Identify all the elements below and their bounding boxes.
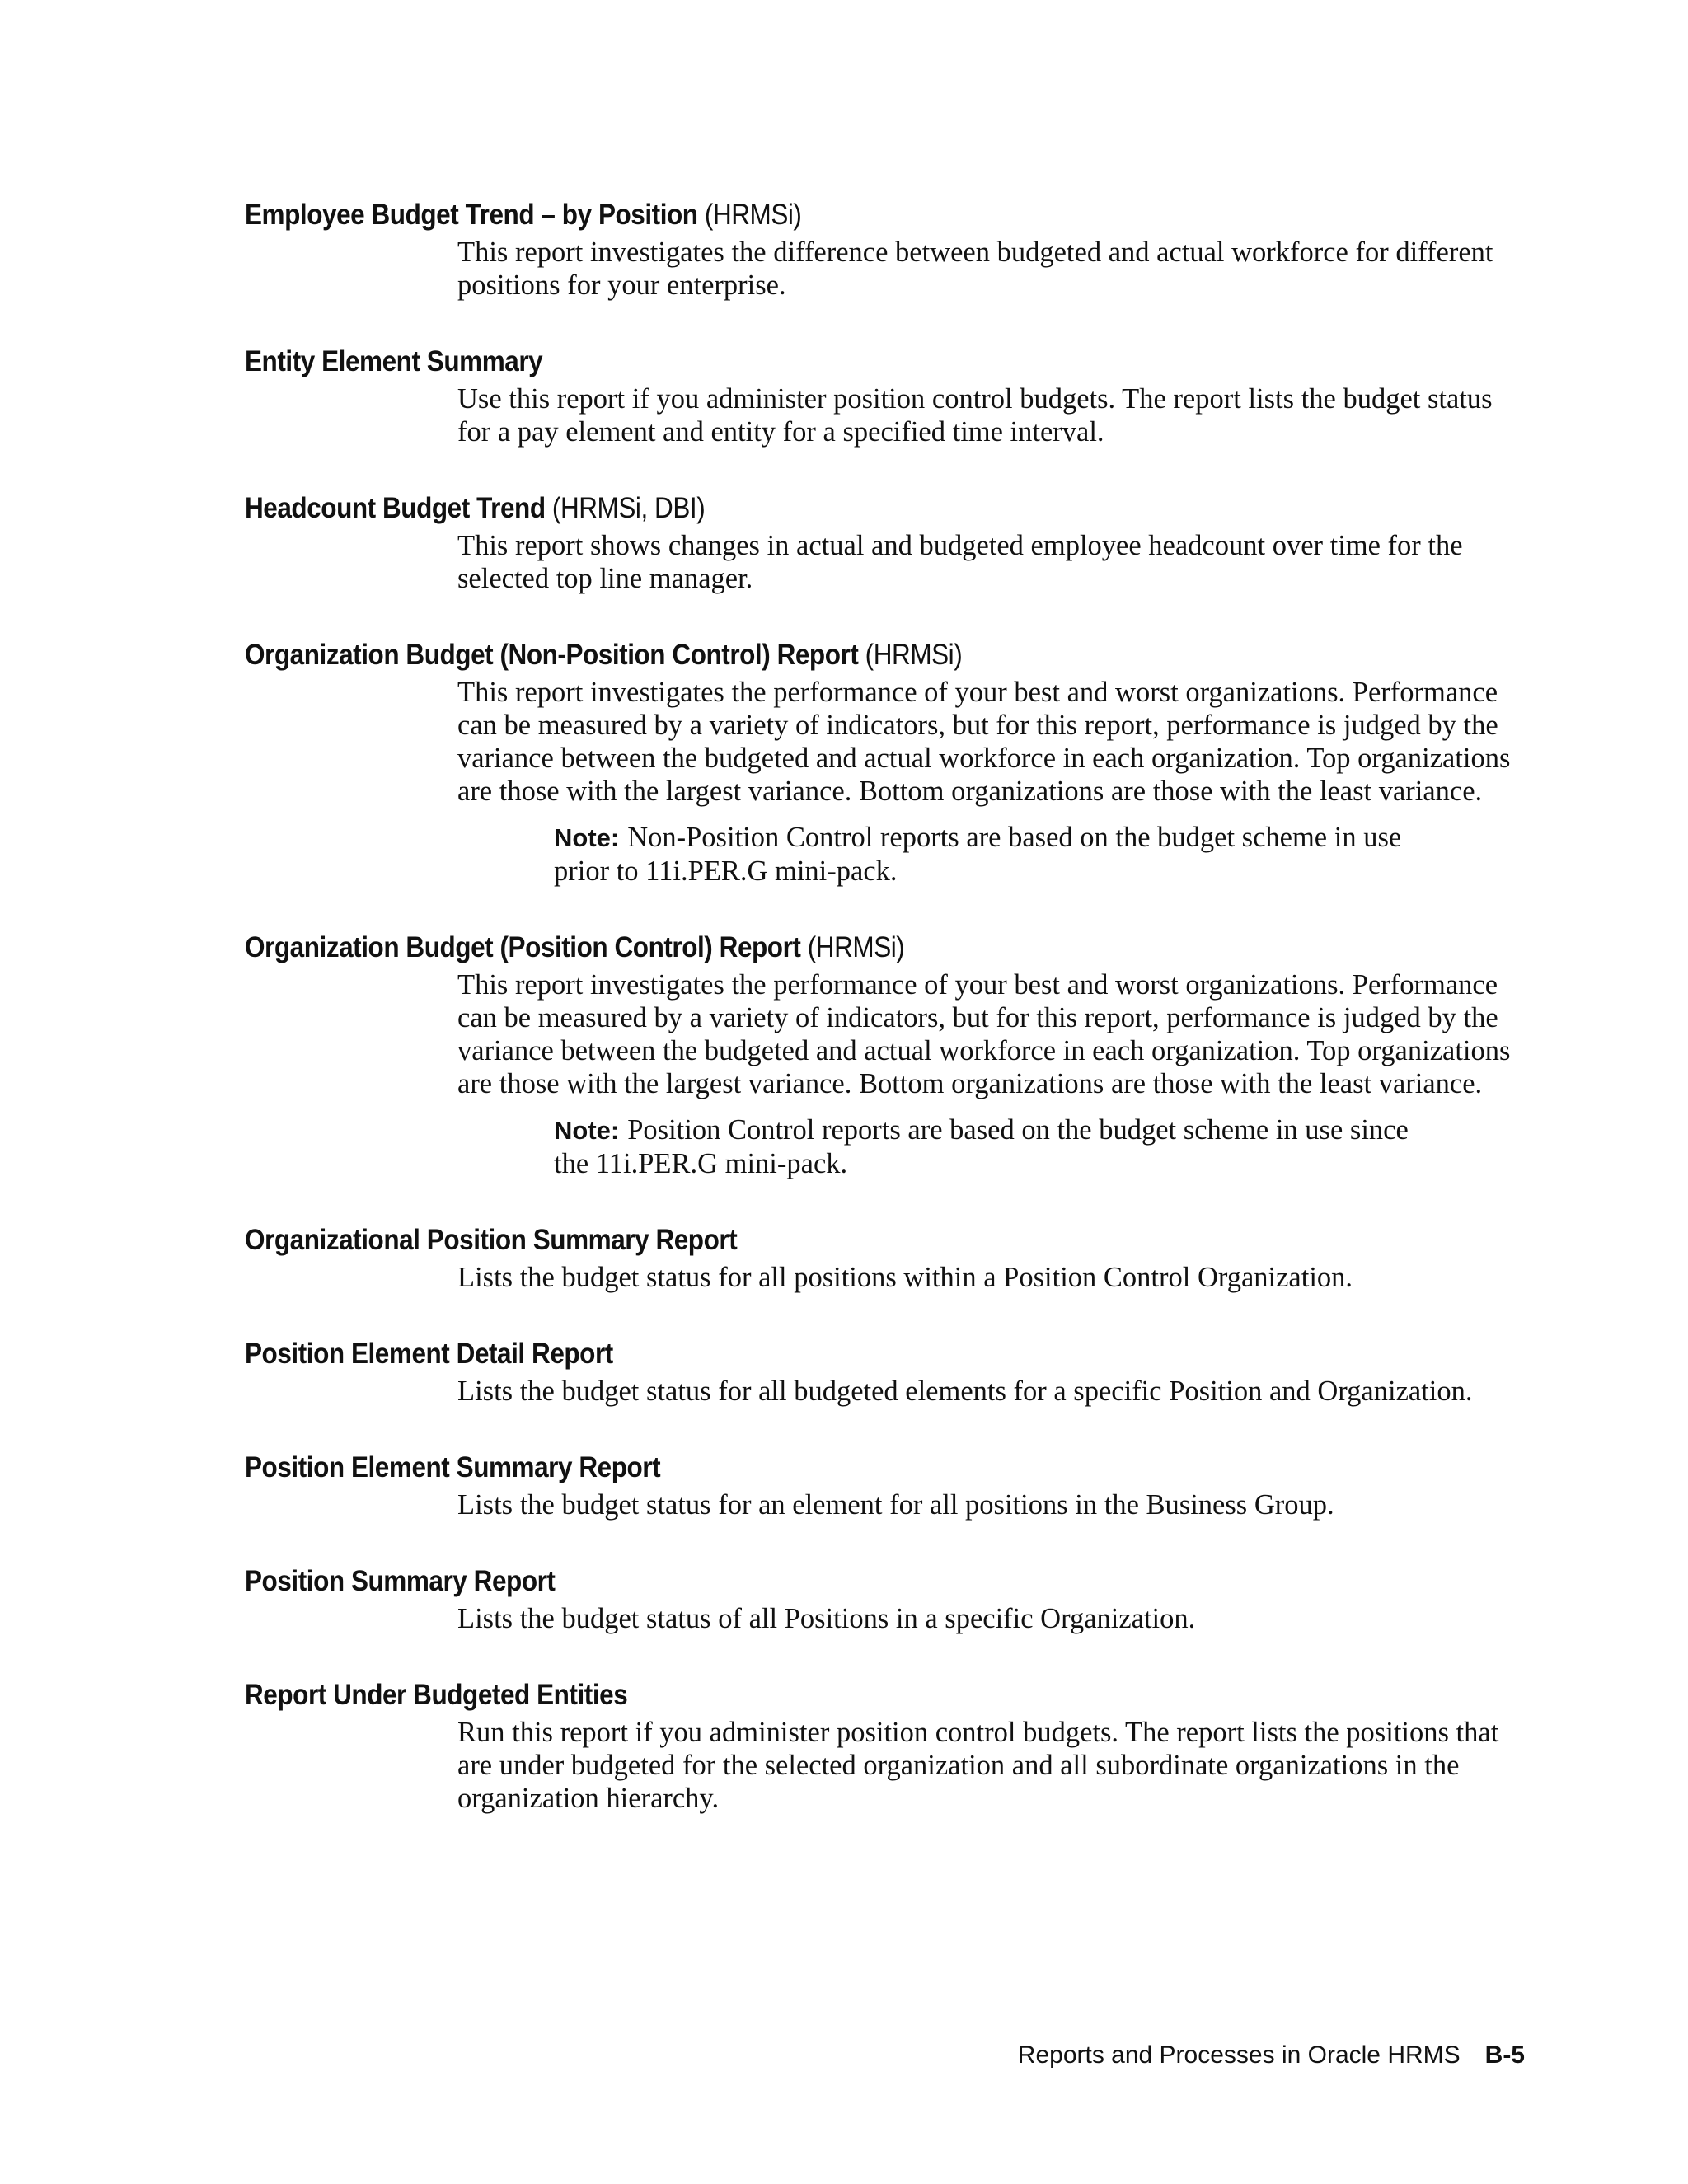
report-entry [245, 1675, 1531, 1815]
report-heading [245, 194, 1402, 236]
report-note [554, 821, 1428, 888]
report-entry [245, 635, 1531, 888]
report-title: Organizational Position Summary Report [245, 1224, 738, 1256]
report-title: Position Summary Report [245, 1565, 556, 1597]
report-title: Organization Budget (Non-Position Control) Report [245, 639, 859, 671]
report-heading [245, 927, 1402, 968]
report-heading [245, 635, 1402, 676]
note-label: Note: [554, 823, 620, 852]
report-description: Use this report if you administer position control budgets. The report lists the budget status for a pay element and entity for a specified time interval. [457, 383, 1493, 448]
report-title: Report Under Budgeted Entities [245, 1679, 628, 1711]
report-heading [245, 1220, 1402, 1261]
page-number: B-5 [1484, 2041, 1525, 2069]
report-description: This report investigates the performance of your best and worst organizations. Performance can be measured by a variety of indicators, but for this report, performance is judged by the variance between the budgeted and actual workforce in each organization. Top organizations are those with the largest variance. Bottom organizations are those with the least variance. [457, 969, 1511, 1099]
report-title: Entity Element Summary [245, 345, 543, 377]
report-description: This report investigates the performance of your best and worst organizations. Performance can be measured by a variety of indicators, but for this report, performance is judged by the variance between the budgeted and actual workforce in each organization. Top organizations are those with the largest variance. Bottom organizations are those with the least variance. [457, 677, 1511, 807]
report-list [245, 194, 1531, 1854]
report-description: Lists the budget status of all Positions in a specific Organization. [457, 1603, 1196, 1634]
report-description: This report shows changes in actual and budgeted employee headcount over time for the selected top line manager. [457, 530, 1463, 594]
report-title: Headcount Budget Trend [245, 492, 546, 524]
report-entry [245, 1561, 1531, 1635]
report-tag: (HRMSi) [807, 931, 905, 963]
report-entry [245, 927, 1531, 1180]
report-heading [245, 1333, 1402, 1375]
report-heading [245, 1561, 1402, 1602]
report-entry [245, 1447, 1531, 1521]
report-tag: (HRMSi) [704, 199, 802, 231]
note-label: Note: [554, 1116, 620, 1145]
report-title: Organization Budget (Position Control) Report [245, 931, 801, 963]
report-description: This report investigates the difference between budgeted and actual workforce for different positions for your enterprise. [457, 237, 1493, 301]
footer-title: Reports and Processes in Oracle HRMS [1017, 2041, 1461, 2069]
report-title: Employee Budget Trend – by Position [245, 199, 698, 231]
report-description: Lists the budget status for all budgeted elements for a specific Position and Organization. [457, 1376, 1473, 1407]
note-text: Non-Position Control reports are based on the budget scheme in use prior to 11i.PER.G mini-pack. [554, 822, 1402, 887]
report-title: Position Element Summary Report [245, 1451, 661, 1483]
report-description: Run this report if you administer position control budgets. The report lists the positions that are under budgeted for the selected organization and all subordinate organizations in the organization hierarchy. [457, 1717, 1499, 1814]
report-title: Position Element Detail Report [245, 1338, 613, 1370]
report-heading [245, 1675, 1402, 1716]
report-tag: (HRMSi) [865, 639, 963, 671]
page-footer [1018, 2039, 1525, 2072]
report-tag: (HRMSi, DBI) [551, 492, 706, 524]
report-heading [245, 1447, 1402, 1488]
report-heading [245, 488, 1402, 529]
report-heading [245, 341, 1402, 382]
report-description: Lists the budget status for an element for all positions in the Business Group. [457, 1489, 1334, 1521]
report-note [554, 1113, 1428, 1180]
note-text: Position Control reports are based on the budget scheme in use since the 11i.PER.G mini-pack. [554, 1114, 1409, 1179]
report-description: Lists the budget status for all positions within a Position Control Organization. [457, 1262, 1353, 1293]
report-entry [245, 1333, 1531, 1408]
report-entry [245, 488, 1531, 595]
report-entry [245, 1220, 1531, 1294]
report-entry [245, 341, 1531, 448]
report-entry [245, 194, 1531, 302]
